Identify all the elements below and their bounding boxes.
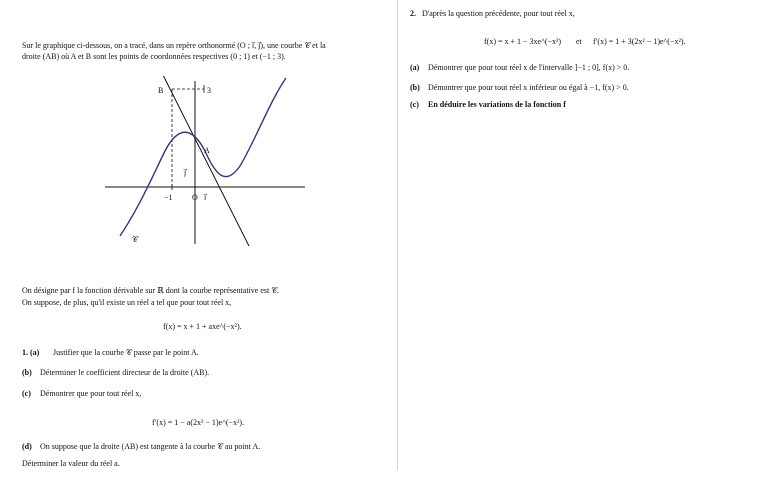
q1c-text: Démontrer que pour tout réel x, [40,389,142,398]
label-C: 𝒞 [132,235,138,244]
formula-pair-et: et [576,37,582,46]
q1b-text: Déterminer le coefficient directeur de la droite (AB). [40,368,210,377]
q2a-number: (a) [410,63,420,72]
paragraph-2: On suppose, de plus, qu'il existe un réel a tel que pour tout réel x, [22,298,232,307]
label-A: A [204,146,210,155]
q1d-number: (d) [22,442,32,451]
intro-line-1: Sur le graphique ci-dessous, on a tracé, dans un repère orthonormé (O ; ı⃗, ȷ⃗), une courbe 𝒞 et la [22,41,326,50]
q2b-text: Démontrer que pour tout réel x inférieur ou égal à −1, f(x) > 0. [428,83,629,92]
label-j: ȷ⃗ [184,168,187,177]
label-O: O [192,193,198,202]
paragraph-1: On désigne par f la fonction dérivable sur ℝ dont la courbe représentative est 𝒞. [22,286,280,295]
q1d-text-2: Déterminer la valeur du réel a. [22,459,120,468]
q1d-text: On suppose que la droite (AB) est tangente à la courbe 𝒞 au point A. [40,442,261,451]
column-divider [397,0,398,470]
label-minus1: −1 [164,193,173,202]
formula-pair-fprime: f′(x) = 1 + 3(2x² − 1)e^(−x²). [593,37,686,46]
q1a-text: Justifier que la courbe 𝒞 passe par le point A. [53,348,199,357]
label-i: ı⃗ [204,193,207,202]
q1b-number: (b) [22,368,32,377]
q2-number: 2. [410,9,416,18]
formula-fprime: f′(x) = 1 − a(2x² − 1)e^(−x²). [152,418,245,427]
q2-text: D'après la question précédente, pour tout réel x, [422,9,575,18]
label-B: B [158,86,164,95]
formula-f: f(x) = x + 1 + axe^(−x²). [163,322,242,331]
q2a-text: Démontrer que pour tout réel x de l'intervalle ]−1 ; 0], f(x) > 0. [428,63,630,72]
label-3: 3 [207,86,211,95]
curve-C [120,78,286,236]
q2b-number: (b) [410,83,420,92]
formula-pair-f: f(x) = x + 1 − 3xe^(−x²) [484,37,562,46]
q2c-text: En déduire les variations de la fonction f [428,100,566,109]
q1a-number: 1. (a) [22,348,40,357]
q1c-number: (c) [22,389,31,398]
intro-line-2: droite (AB) où A et B sont les points de coordonnées respectives (0 ; 1) et (−1 ; 3). [22,52,286,61]
line-AB [162,76,252,246]
q2c-number: (c) [410,100,419,109]
function-graph [100,76,310,246]
